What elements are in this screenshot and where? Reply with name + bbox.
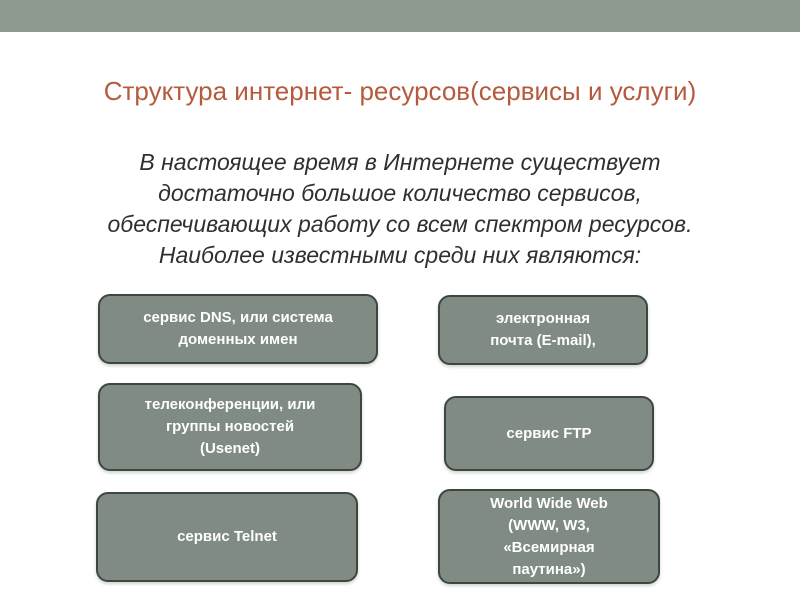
intro-line-1: В настоящее время в Интернете существует — [139, 149, 661, 175]
service-label-line: World Wide Web — [490, 494, 608, 512]
service-box-telnet — [96, 492, 358, 582]
service-box-dns — [98, 294, 378, 364]
service-label-line: группы новостей — [165, 418, 295, 435]
service-box-teleconferences — [98, 383, 362, 471]
service-label-line: почта (E-mail), — [490, 332, 596, 349]
slide-title: Структура интернет- ресурсов(сервисы и услуги) — [103, 76, 697, 106]
service-label-line: электронная — [496, 310, 590, 327]
intro-line-2: достаточно большое количество сервисов, — [158, 180, 642, 206]
service-label-line: (Usenet) — [199, 440, 260, 457]
service-label-line: (WWW, W3, — [508, 516, 590, 534]
top-bar — [0, 0, 800, 32]
service-box-email — [438, 295, 648, 365]
service-label-line: «Всемирная — [503, 538, 595, 556]
service-box-www — [438, 489, 660, 584]
intro-line-4: Наиболее известными среди них являются: — [158, 242, 642, 268]
service-label-line: сервис DNS, или система — [143, 309, 333, 326]
service-label-line: сервис Telnet — [177, 528, 277, 545]
service-label-line: сервис FTP — [506, 424, 592, 442]
service-box-ftp — [444, 396, 654, 471]
intro-paragraph — [40, 147, 760, 271]
service-label-line: доменных имен — [178, 331, 298, 348]
intro-line-3: обеспечивающих работу со всем спектром ресурсов. — [107, 211, 693, 237]
service-label-line: телеконференции, или — [144, 396, 316, 413]
service-label-line: паутина») — [512, 560, 586, 578]
